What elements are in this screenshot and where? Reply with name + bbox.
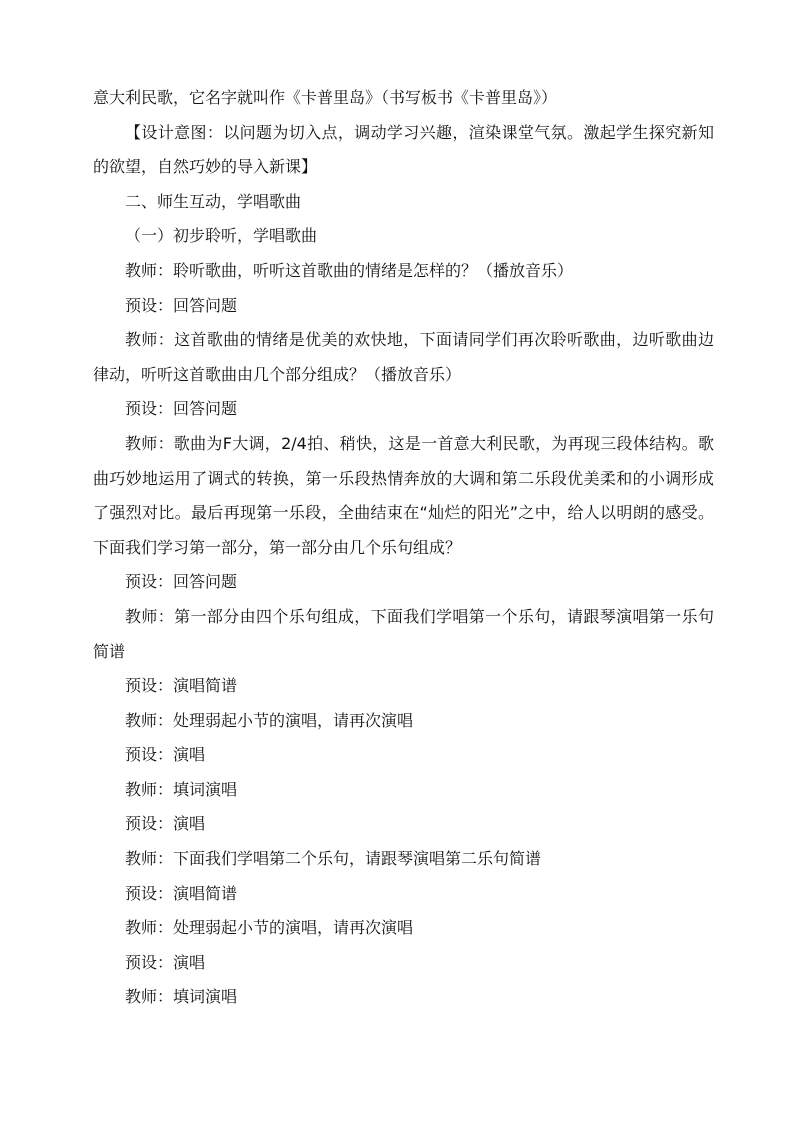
subsection-heading: （一）初步聆听，学唱歌曲 — [125, 226, 318, 246]
paragraph-teacher: 教师：歌曲为F大调，2/4拍、稍快，这是一首意大利民歌，为再现三段体结构。歌曲巧妙地运用了调式的转换，第一乐段热情奔放的大调和第二乐段优美柔和的小调形成了强烈对比。最后再现第一乐段，全曲结束在“灿烂的阳光”之中，给人以明朗的感受。下面我们学习第一部分，第一部分由几个乐句组成？ — [93, 433, 714, 557]
paragraph-preset: 预设：演唱 — [125, 814, 206, 834]
paragraph-continuation: 意大利民歌，它名字就叫作《卡普里岛》（书写板书《卡普里岛》） — [93, 88, 558, 107]
paragraph-preset: 预设：演唱 — [125, 952, 206, 972]
paragraph-preset: 预设：演唱简谱 — [125, 676, 238, 696]
paragraph-design-intent: 【设计意图：以问题为切入点，调动学习兴趣，渲染课堂气氛。激起学生探究新知的欲望，自然巧妙的导入新课】 — [93, 122, 714, 177]
paragraph-preset: 预设：回答问题 — [125, 295, 238, 315]
paragraph-teacher: 教师：聆听歌曲，听听这首歌曲的情绪是怎样的？（播放音乐） — [125, 260, 574, 280]
paragraph-teacher: 教师：填词演唱 — [125, 987, 238, 1007]
paragraph-teacher: 教师：这首歌曲的情绪是优美的欢快地，下面请同学们再次聆听歌曲，边听歌曲边律动，听听这首歌曲由几个部分组成？（播放音乐） — [93, 330, 714, 384]
paragraph-teacher: 教师：处理弱起小节的演唱，请再次演唱 — [125, 918, 414, 938]
paragraph-preset: 预设：演唱简谱 — [125, 883, 238, 903]
paragraph-preset: 预设：回答问题 — [125, 399, 238, 419]
paragraph-preset: 预设：回答问题 — [125, 572, 238, 592]
paragraph-teacher: 教师：填词演唱 — [125, 779, 238, 799]
paragraph-preset: 预设：演唱 — [125, 745, 206, 765]
section-heading: 二、师生互动，学唱歌曲 — [125, 191, 302, 211]
paragraph-teacher: 教师：下面我们学唱第二个乐句，请跟琴演唱第二乐句简谱 — [125, 849, 542, 869]
paragraph-teacher: 教师：处理弱起小节的演唱，请再次演唱 — [125, 710, 414, 730]
paragraph-teacher: 教师：第一部分由四个乐句组成，下面我们学唱第一个乐句，请跟琴演唱第一乐句简谱 — [93, 606, 714, 661]
